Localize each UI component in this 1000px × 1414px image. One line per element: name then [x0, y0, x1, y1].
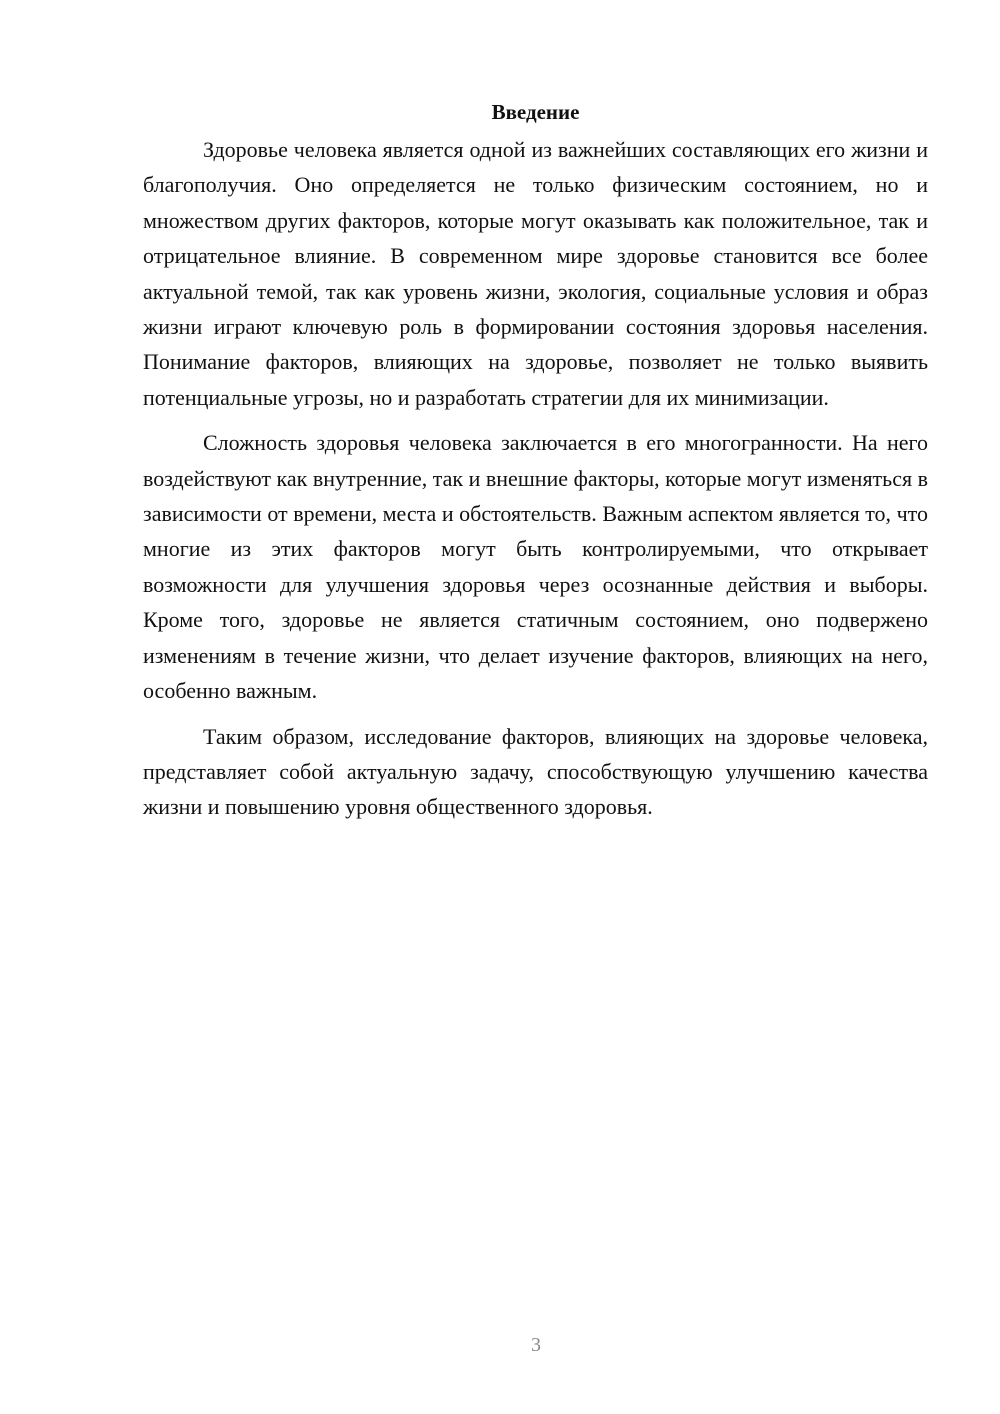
page-number: 3: [531, 1334, 541, 1356]
paragraph-intro: Здоровье человека является одной из важнейших составляющих его жизни и благополучия. Оно определяется не только физическим состоянием, но и множеством других факторов, которые могут оказывать как положительное, так и отрицательное влияние. В современном мире здоровье становится все более актуальной темой, так как уровень жизни, экология, социальные условия и образ жизни играют ключевую роль в формировании состояния здоровья населения. Понимание факторов, влияющих на здоровье, позволяет не только выявить потенциальные угрозы, но и разработать стратегии для их минимизации.: [143, 137, 928, 410]
section-heading: Введение: [491, 100, 580, 124]
paragraph-conclusion: Таким образом, исследование факторов, влияющих на здоровье человека, представляет собой актуальную задачу, способствующую улучшению качества жизни и повышению уровня общественного здоровья.: [143, 723, 928, 820]
paragraph-complexity: Сложность здоровья человека заключается в его многогранности. На него воздействуют как внутренние, так и внешние факторы, которые могут изменяться в зависимости от времени, места и обстоятельств. Важным аспектом является то, что многие из этих факторов могут быть контролируемыми, что открывает возможности для улучшения здоровья через осознанные действия и выборы. Кроме того, здоровье не является статичным состоянием, оно подвержено изменениям в течение жизни, что делает изучение факторов, влияющих на него, особенно важным.: [143, 430, 928, 704]
document-body: [143, 96, 928, 835]
